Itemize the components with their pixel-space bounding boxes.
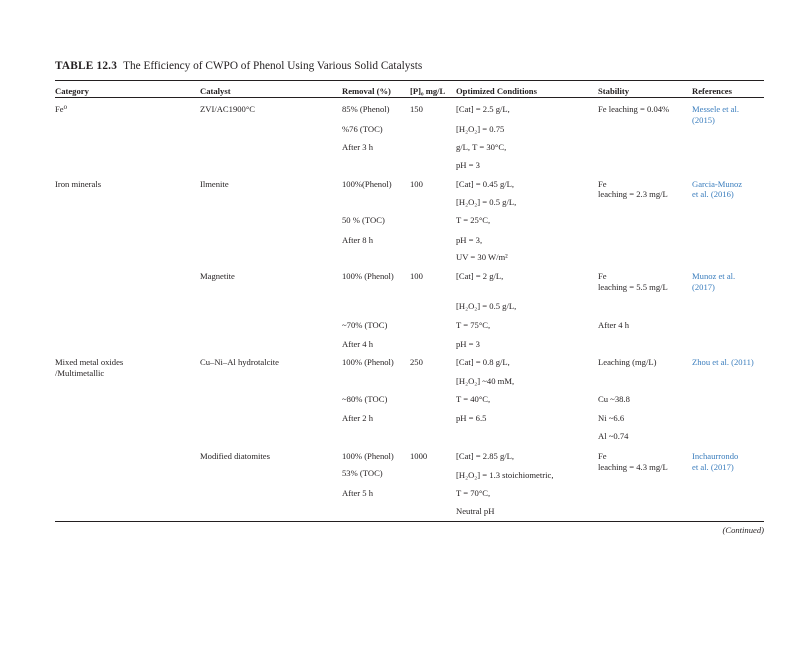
- cell-removal: 100% (Phenol): [342, 451, 394, 461]
- cell-category: Mixed metal oxides: [55, 357, 124, 367]
- cell-removal: 100% (Phenol): [342, 271, 394, 281]
- header-category: Category: [55, 86, 89, 96]
- header-catalyst: Catalyst: [200, 86, 231, 96]
- cell-removal: %76 (TOC): [342, 124, 383, 134]
- cell-stability: Cu ~38.8: [598, 394, 630, 404]
- cell-condition: [Cat] = 2.85 g/L,: [456, 451, 515, 461]
- cell-stability: Fe: [598, 451, 607, 461]
- cell-catalyst: Ilmenite: [200, 179, 229, 189]
- cell-reference: Messele et al.: [692, 104, 740, 114]
- cell-condition: T = 75°C,: [456, 320, 491, 330]
- cell-stability: Fe: [598, 179, 607, 189]
- header-concentration: [P]₀ mg/L: [410, 86, 446, 96]
- cell-reference: et al. (2016): [692, 189, 734, 199]
- cell-condition: T = 40°C,: [456, 394, 491, 404]
- cell-concentration: 100: [410, 271, 423, 281]
- cell-catalyst: ZVI/AC1900°C: [200, 104, 255, 114]
- cell-condition: pH = 3,: [456, 235, 483, 245]
- top-rule: [55, 80, 764, 81]
- cell-condition: [H₂O₂] ~40 mM,: [456, 376, 515, 386]
- cell-condition: [H₂O₂] = 0.5 g/L,: [456, 197, 517, 207]
- cell-removal: ~80% (TOC): [342, 394, 388, 404]
- header-references: References: [692, 86, 732, 96]
- table-caption: [55, 60, 422, 72]
- bottom-rule: [55, 521, 764, 522]
- cell-reference: Garcia-Munoz: [692, 179, 743, 189]
- cell-catalyst: Modified diatomites: [200, 451, 270, 461]
- cell-concentration: 150: [410, 104, 423, 114]
- cell-removal: 85% (Phenol): [342, 104, 390, 114]
- cell-category: /Multimetallic: [55, 368, 105, 378]
- cell-category: Iron minerals: [55, 179, 102, 189]
- cell-reference: (2017): [692, 282, 715, 292]
- cell-stability: Fe: [598, 271, 607, 281]
- cell-condition: T = 70°C,: [456, 488, 491, 498]
- cell-condition: Neutral pH: [456, 506, 495, 516]
- cell-concentration: 1000: [410, 451, 428, 461]
- cell-removal: After 8 h: [342, 235, 374, 245]
- cell-removal: 100%(Phenol): [342, 179, 392, 189]
- cell-stability: leaching = 5.5 mg/L: [598, 282, 668, 292]
- cell-removal: 53% (TOC): [342, 468, 383, 478]
- header-removal: Removal (%): [342, 86, 391, 96]
- header-rule: [55, 97, 764, 98]
- cell-condition: pH = 3: [456, 160, 480, 170]
- cell-reference: Zhou et al. (2011): [692, 357, 754, 367]
- cell-condition: pH = 3: [456, 339, 480, 349]
- cell-condition: [Cat] = 0.8 g/L,: [456, 357, 510, 367]
- cell-reference: et al. (2017): [692, 462, 734, 472]
- cell-stability: Al ~0.74: [598, 431, 629, 441]
- header-conditions: Optimized Conditions: [456, 86, 537, 96]
- cell-condition: [H₂O₂] = 0.75: [456, 124, 505, 134]
- cell-catalyst: Cu–Ni–Al hydrotalcite: [200, 357, 280, 367]
- cell-stability: Ni ~6.6: [598, 413, 625, 423]
- cell-stability: Leaching (mg/L): [598, 357, 657, 367]
- cell-stability: leaching = 4.3 mg/L: [598, 462, 668, 472]
- cell-removal: 100% (Phenol): [342, 357, 394, 367]
- cell-removal: After 2 h: [342, 413, 374, 423]
- cell-catalyst: Magnetite: [200, 271, 235, 281]
- cell-condition: [Cat] = 2 g/L,: [456, 271, 504, 281]
- cell-stability: After 4 h: [598, 320, 630, 330]
- cell-removal: After 3 h: [342, 142, 374, 152]
- header-stability: Stability: [598, 86, 630, 96]
- cell-concentration: 100: [410, 179, 423, 189]
- cell-condition: [H₂O₂] = 0.5 g/L,: [456, 301, 517, 311]
- cell-stability: Fe leaching = 0.04%: [598, 104, 670, 114]
- cell-reference: Inchaurrondo: [692, 451, 739, 461]
- cell-reference: (2015): [692, 115, 715, 125]
- table-number: TABLE 12.3: [55, 60, 118, 72]
- cell-condition: T = 25°C,: [456, 215, 491, 225]
- cell-stability: leaching = 2.3 mg/L: [598, 189, 668, 199]
- cell-condition: pH = 6.5: [456, 413, 487, 423]
- cell-condition: [Cat] = 2.5 g/L,: [456, 104, 510, 114]
- cell-removal: After 4 h: [342, 339, 374, 349]
- table-title: The Efficiency of CWPO of Phenol Using Various Solid Catalysts: [123, 60, 423, 72]
- cell-removal: After 5 h: [342, 488, 374, 498]
- cell-removal: ~70% (TOC): [342, 320, 388, 330]
- cell-condition: g/L, T = 30°C,: [456, 142, 507, 152]
- continued-note: (Continued): [722, 525, 764, 535]
- cell-reference: Munoz et al.: [692, 271, 736, 281]
- cell-condition: UV = 30 W/m²: [456, 252, 508, 262]
- cell-category: Fe⁰: [55, 104, 68, 114]
- cell-removal: 50 % (TOC): [342, 215, 385, 225]
- cell-concentration: 250: [410, 357, 423, 367]
- cell-condition: [H₂O₂] = 1.3 stoichiometric,: [456, 470, 554, 480]
- cell-condition: [Cat] = 0.45 g/L,: [456, 179, 515, 189]
